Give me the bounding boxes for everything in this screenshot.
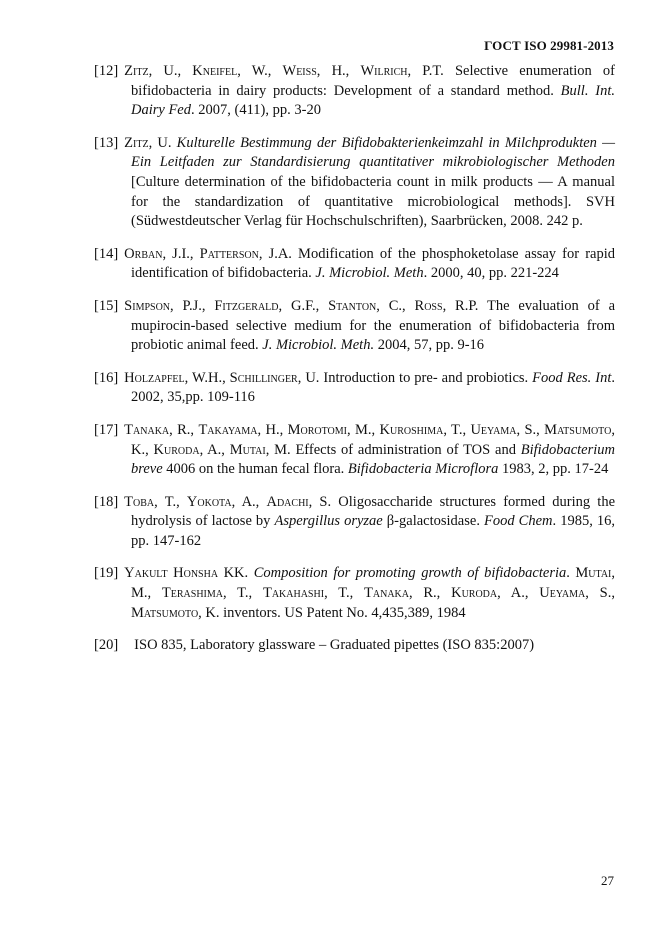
citation-text: KK. bbox=[218, 565, 254, 582]
reference-item bbox=[94, 421, 615, 480]
reference-number: [16] bbox=[94, 369, 119, 386]
author-name: Simpson bbox=[124, 297, 171, 314]
author-name: Kuroda bbox=[451, 585, 498, 602]
document-code-header: ГОСТ ISO 29981-2013 bbox=[484, 38, 614, 53]
citation-text: , R., bbox=[408, 585, 452, 602]
author-name: Zitz bbox=[124, 134, 149, 151]
citation-text: , U. Introduction to pre- and probiotics. bbox=[297, 369, 533, 386]
author-name: Yakult Honsha bbox=[124, 565, 219, 582]
citation-text: , T., bbox=[154, 493, 187, 510]
reference-text bbox=[124, 63, 615, 118]
citation-text: , U., bbox=[148, 63, 193, 79]
author-name: Tanaka bbox=[124, 421, 170, 438]
author-name: Yokota bbox=[186, 493, 232, 510]
author-name: Kuroshima bbox=[379, 421, 444, 438]
reference-item bbox=[94, 564, 615, 623]
reference-text bbox=[124, 370, 615, 406]
italic-title: Food Chem bbox=[484, 513, 553, 530]
italic-title: J. Microbiol. Meth. bbox=[262, 337, 375, 354]
reference-text bbox=[124, 494, 615, 549]
author-name: Schillinger bbox=[229, 369, 298, 386]
reference-number: [15] bbox=[94, 297, 119, 314]
reference-number: [19] bbox=[94, 565, 119, 582]
reference-text bbox=[124, 135, 615, 229]
italic-title: Bifidobacterium breve bbox=[131, 441, 616, 478]
author-name: Adachi bbox=[266, 493, 309, 510]
citation-text: , P.J., bbox=[170, 297, 215, 314]
author-name: Fitzgerald bbox=[214, 297, 279, 314]
reference-item bbox=[94, 245, 615, 284]
citation-text: , J.I., bbox=[162, 245, 200, 262]
citation-text: 1983, 2, pp. 17-24 bbox=[498, 461, 609, 478]
author-name: Morotomi bbox=[287, 421, 347, 438]
italic-title: Composition for promoting growth of bifidobacteria bbox=[253, 565, 567, 582]
author-name: Kuroda bbox=[153, 441, 200, 458]
reference-number: [12] bbox=[94, 63, 119, 79]
references-list bbox=[94, 62, 615, 656]
citation-text: β-galactosidase. bbox=[382, 513, 485, 530]
author-name: Takahashi bbox=[262, 585, 325, 602]
citation-text: [Culture determination of the bifidobacteria count in milk products — A manual for the standardization of quantitative microbiological methods]. SVH (Südwestdeutscher Verlag für Hochschulschriften), Saarbrücken, 2008. 242 p. bbox=[131, 173, 615, 230]
author-name: Matsumoto bbox=[131, 604, 199, 621]
citation-text: , M., bbox=[131, 565, 615, 602]
reference-item bbox=[94, 636, 615, 656]
italic-title: Bifidobacteria Microflora bbox=[347, 461, 499, 478]
author-name: Patterson bbox=[199, 245, 259, 262]
author-name: Kneifel bbox=[192, 63, 238, 79]
citation-text: , P.T. Selective enumeration of bifidobacteria in dairy products: Development of a standard method. bbox=[131, 63, 615, 99]
citation-text: . 2007, (411), pp. 3-20 bbox=[191, 102, 321, 119]
page-number: 27 bbox=[601, 873, 614, 888]
citation-text: , T., bbox=[443, 421, 471, 438]
citation-text: , G.F., bbox=[278, 297, 329, 314]
italic-title: Food Res. Int bbox=[532, 369, 612, 386]
citation-text: . 2000, 40, pp. 221-224 bbox=[423, 265, 559, 282]
citation-text: , S. Oligosaccharide structures formed during the hydrolysis of lactose by bbox=[131, 493, 616, 530]
citation-text: . bbox=[566, 565, 576, 582]
citation-text: , M., bbox=[346, 421, 380, 438]
author-name: Orban bbox=[124, 245, 163, 262]
author-name: Ueyama bbox=[539, 585, 586, 602]
italic-title: Bull. Int. Dairy Fed bbox=[131, 82, 615, 119]
reference-number: [13] bbox=[94, 134, 119, 151]
author-name: Toba bbox=[124, 493, 155, 510]
reference-item bbox=[94, 369, 615, 408]
citation-text: , K., bbox=[131, 421, 615, 458]
reference-item bbox=[94, 62, 615, 121]
italic-title: Kulturelle Bestimmung der Bifidobakterienkeimzahl in Milchprodukten — Ein Leitfaden zur Standardisierung quantitativer mikrobiologischer Methoden bbox=[131, 134, 615, 171]
italic-title: Aspergillus oryzae bbox=[274, 513, 383, 530]
reference-text bbox=[124, 246, 615, 282]
citation-text: , T., bbox=[223, 585, 263, 602]
author-name: Zitz bbox=[124, 63, 149, 79]
author-name: Terashima bbox=[161, 585, 224, 602]
reference-number: [17] bbox=[94, 421, 119, 438]
citation-text: , A., bbox=[199, 441, 230, 458]
citation-text: , T., bbox=[324, 585, 365, 602]
citation-text: , R.P. The evaluation of a mupirocin-based selective medium for the enumeration of bifidobacteria from probiotic animal feed. bbox=[131, 297, 616, 354]
reference-text bbox=[124, 565, 615, 620]
italic-title: J. Microbiol. Meth bbox=[315, 265, 424, 282]
author-name: Holzapfel bbox=[124, 369, 185, 386]
author-name: Stanton bbox=[328, 297, 377, 314]
citation-text: , K. inventors. US Patent No. 4,435,389, 1984 bbox=[198, 604, 466, 621]
reference-item bbox=[94, 134, 615, 232]
citation-text: 2004, 57, pp. 9-16 bbox=[374, 337, 485, 354]
author-name: Weiss bbox=[282, 63, 317, 79]
citation-text: , C., bbox=[376, 297, 415, 314]
author-name: Ross bbox=[414, 297, 443, 314]
citation-text: . 2002, 35,pp. 109-116 bbox=[131, 369, 615, 406]
author-name: Wilrich bbox=[360, 63, 408, 79]
citation-text: . 1985, 16, pp. 147-162 bbox=[131, 513, 616, 549]
citation-text: , M. Effects of administration of TOS and bbox=[265, 441, 521, 458]
citation-text: , U. bbox=[148, 134, 177, 151]
reference-text bbox=[124, 298, 615, 353]
reference-text bbox=[124, 422, 615, 477]
reference-number: [20] bbox=[94, 637, 119, 654]
citation-text: , J.A. Modification of the phosphoketolase assay for rapid identification of bifidobacteria. bbox=[131, 245, 615, 282]
citation-text: , A., bbox=[497, 585, 540, 602]
citation-text: , S., bbox=[585, 585, 615, 602]
reference-item bbox=[94, 493, 615, 552]
author-name: Mutai bbox=[229, 441, 266, 458]
reference-item bbox=[94, 297, 615, 356]
citation-text: , H., bbox=[316, 63, 361, 79]
citation-text: , W.H., bbox=[184, 369, 230, 386]
citation-text: , S., bbox=[516, 421, 545, 438]
citation-text: 4006 on the human fecal flora. bbox=[162, 461, 348, 478]
author-name: Ueyama bbox=[470, 421, 517, 438]
reference-number: [18] bbox=[94, 493, 119, 510]
author-name: Takayama bbox=[198, 421, 258, 438]
citation-text: , W., bbox=[237, 63, 283, 79]
citation-text: , H., bbox=[257, 421, 288, 438]
citation-text: , R., bbox=[169, 421, 199, 438]
reference-text bbox=[134, 637, 534, 653]
citation-text: , A., bbox=[231, 493, 267, 510]
author-name: Tanaka bbox=[364, 585, 409, 602]
author-name: Mutai bbox=[575, 565, 612, 582]
citation-text: ISO 835, Laboratory glassware – Graduated pipettes (ISO 835:2007) bbox=[134, 637, 535, 654]
author-name: Matsumoto bbox=[544, 421, 612, 438]
reference-number: [14] bbox=[94, 245, 119, 262]
